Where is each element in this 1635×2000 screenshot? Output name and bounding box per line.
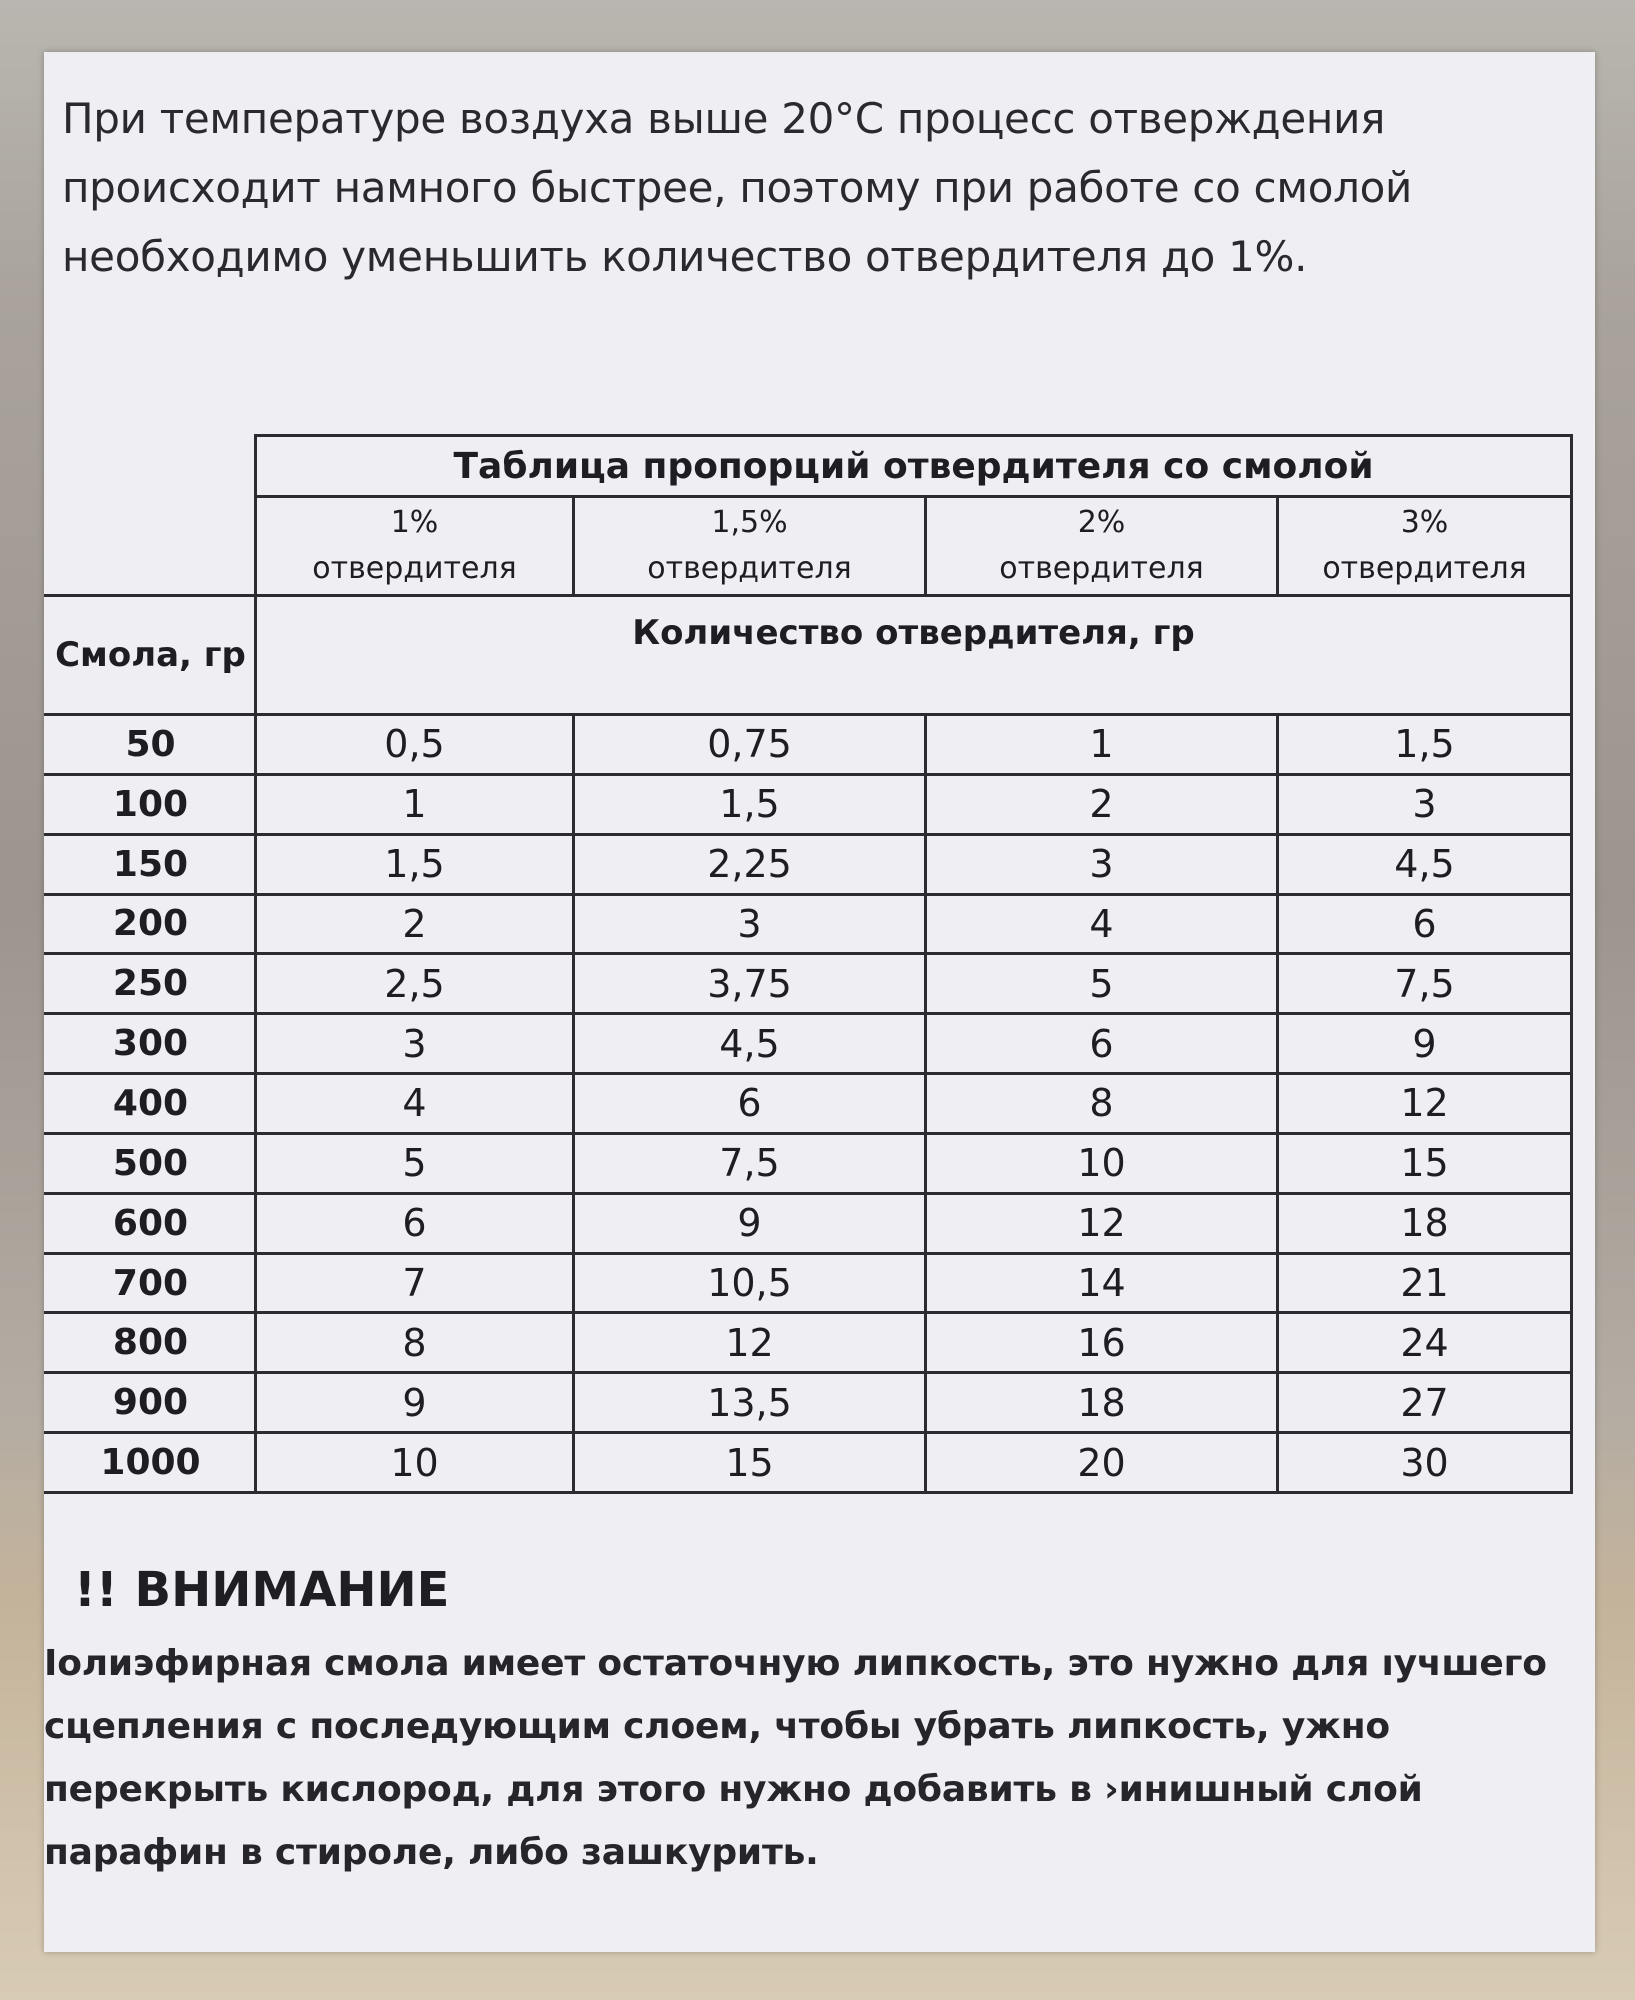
table-body xyxy=(46,715,1572,1493)
hardener-amount-cell: 8 xyxy=(926,1074,1278,1134)
hardener-amount-cell: 2 xyxy=(256,894,574,954)
hardener-amount-cell: 16 xyxy=(926,1313,1278,1373)
table-row xyxy=(46,774,1572,834)
table-row xyxy=(46,1193,1572,1253)
table-row xyxy=(46,1014,1572,1074)
hardener-amount-cell: 7,5 xyxy=(574,1133,926,1193)
hardener-amount-cell: 1,5 xyxy=(256,834,574,894)
table-row xyxy=(46,1133,1572,1193)
hardener-amount-cell: 4 xyxy=(256,1074,574,1134)
column-label: отвердителя xyxy=(647,551,852,586)
hardener-amount-cell: 5 xyxy=(926,954,1278,1014)
hardener-amount-cell: 1 xyxy=(256,774,574,834)
resin-column-header: Смола, гр xyxy=(46,596,256,715)
hardener-amount-cell: 10 xyxy=(256,1433,574,1493)
table-row xyxy=(46,715,1572,775)
hardener-amount-cell: 13,5 xyxy=(574,1373,926,1433)
table-row xyxy=(46,1253,1572,1313)
hardener-amount-cell: 6 xyxy=(256,1193,574,1253)
hardener-amount-cell: 12 xyxy=(926,1193,1278,1253)
resin-amount-cell: 800 xyxy=(46,1313,256,1373)
resin-amount-cell: 50 xyxy=(46,715,256,775)
hardener-amount-cell: 15 xyxy=(1278,1133,1572,1193)
hardener-amount-cell: 6 xyxy=(574,1074,926,1134)
column-percent: 2% xyxy=(1077,505,1126,540)
table-row xyxy=(46,1313,1572,1373)
hardener-amount-cell: 30 xyxy=(1278,1433,1572,1493)
resin-amount-cell: 600 xyxy=(46,1193,256,1253)
hardener-amount-cell: 18 xyxy=(926,1373,1278,1433)
quantity-header: Количество отвердителя, гр xyxy=(256,596,1572,715)
hardener-amount-cell: 9 xyxy=(256,1373,574,1433)
hardener-amount-cell: 18 xyxy=(1278,1193,1572,1253)
table-row xyxy=(46,1074,1572,1134)
document-page xyxy=(44,52,1595,1952)
resin-amount-cell: 250 xyxy=(46,954,256,1014)
resin-amount-cell: 700 xyxy=(46,1253,256,1313)
attention-text: Iолиэфирная смола имеет остаточную липкость, это нужно для ıучшего сцепления с последующим слоем, чтобы убрать липкость, ужно перекрыть кислород, для этого нужно добавить в ›инишный слой парафин в стироле, либо зашкурить. xyxy=(44,1643,1547,1873)
resin-amount-cell: 900 xyxy=(46,1373,256,1433)
table-row xyxy=(46,1433,1572,1493)
column-label: отвердителя xyxy=(999,551,1204,586)
resin-amount-cell: 150 xyxy=(46,834,256,894)
hardener-amount-cell: 0,75 xyxy=(574,715,926,775)
hardener-amount-cell: 9 xyxy=(1278,1014,1572,1074)
hardener-amount-cell: 3 xyxy=(1278,774,1572,834)
resin-amount-cell: 200 xyxy=(46,894,256,954)
hardener-amount-cell: 3 xyxy=(926,834,1278,894)
attention-title: !! ВНИМАНИЕ xyxy=(74,1562,450,1618)
hardener-amount-cell: 7 xyxy=(256,1253,574,1313)
table-caption: Таблица пропорций отвердителя со смолой xyxy=(256,436,1572,497)
column-header-1pct xyxy=(256,497,574,596)
hardener-amount-cell: 5 xyxy=(256,1133,574,1193)
table-row xyxy=(46,894,1572,954)
hardener-amount-cell: 0,5 xyxy=(256,715,574,775)
corner-cell xyxy=(46,436,256,596)
hardener-amount-cell: 15 xyxy=(574,1433,926,1493)
hardener-amount-cell: 1,5 xyxy=(1278,715,1572,775)
resin-amount-cell: 400 xyxy=(46,1074,256,1134)
table-row xyxy=(46,954,1572,1014)
hardener-amount-cell: 1 xyxy=(926,715,1278,775)
hardener-amount-cell: 8 xyxy=(256,1313,574,1373)
resin-amount-cell: 300 xyxy=(46,1014,256,1074)
hardener-amount-cell: 9 xyxy=(574,1193,926,1253)
hardener-amount-cell: 24 xyxy=(1278,1313,1572,1373)
hardener-amount-cell: 21 xyxy=(1278,1253,1572,1313)
intro-paragraph: При температуре воздуха выше 20°C процесс отверждения происходит намного быстрее, поэтому при работе со смолой необходимо уменьшить количество отвердителя до 1%. xyxy=(62,94,1413,281)
column-percent: 1% xyxy=(390,505,439,540)
hardener-amount-cell: 4 xyxy=(926,894,1278,954)
hardener-amount-cell: 1,5 xyxy=(574,774,926,834)
hardener-amount-cell: 12 xyxy=(1278,1074,1572,1134)
hardener-amount-cell: 7,5 xyxy=(1278,954,1572,1014)
hardener-amount-cell: 14 xyxy=(926,1253,1278,1313)
hardener-amount-cell: 20 xyxy=(926,1433,1278,1493)
column-header-1-5pct xyxy=(574,497,926,596)
hardener-amount-cell: 2,25 xyxy=(574,834,926,894)
column-header-2pct xyxy=(926,497,1278,596)
table-row xyxy=(46,834,1572,894)
column-percent: 3% xyxy=(1400,505,1449,540)
column-header-3pct xyxy=(1278,497,1572,596)
resin-amount-cell: 1000 xyxy=(46,1433,256,1493)
hardener-amount-cell: 2 xyxy=(926,774,1278,834)
percent-header-row xyxy=(46,497,1572,596)
hardener-amount-cell: 27 xyxy=(1278,1373,1572,1433)
column-label: отвердителя xyxy=(312,551,517,586)
hardener-amount-cell: 6 xyxy=(1278,894,1572,954)
column-percent: 1,5% xyxy=(711,505,788,540)
hardener-amount-cell: 6 xyxy=(926,1014,1278,1074)
table-row xyxy=(46,1373,1572,1433)
hardener-amount-cell: 10,5 xyxy=(574,1253,926,1313)
hardener-amount-cell: 4,5 xyxy=(574,1014,926,1074)
hardener-amount-cell: 3 xyxy=(256,1014,574,1074)
hardener-amount-cell: 3,75 xyxy=(574,954,926,1014)
hardener-amount-cell: 4,5 xyxy=(1278,834,1572,894)
resin-amount-cell: 500 xyxy=(46,1133,256,1193)
hardener-amount-cell: 3 xyxy=(574,894,926,954)
hardener-amount-cell: 12 xyxy=(574,1313,926,1373)
resin-amount-cell: 100 xyxy=(46,774,256,834)
hardener-amount-cell: 2,5 xyxy=(256,954,574,1014)
hardener-amount-cell: 10 xyxy=(926,1133,1278,1193)
hardener-proportion-table xyxy=(44,434,1573,1494)
column-label: отвердителя xyxy=(1322,551,1527,586)
